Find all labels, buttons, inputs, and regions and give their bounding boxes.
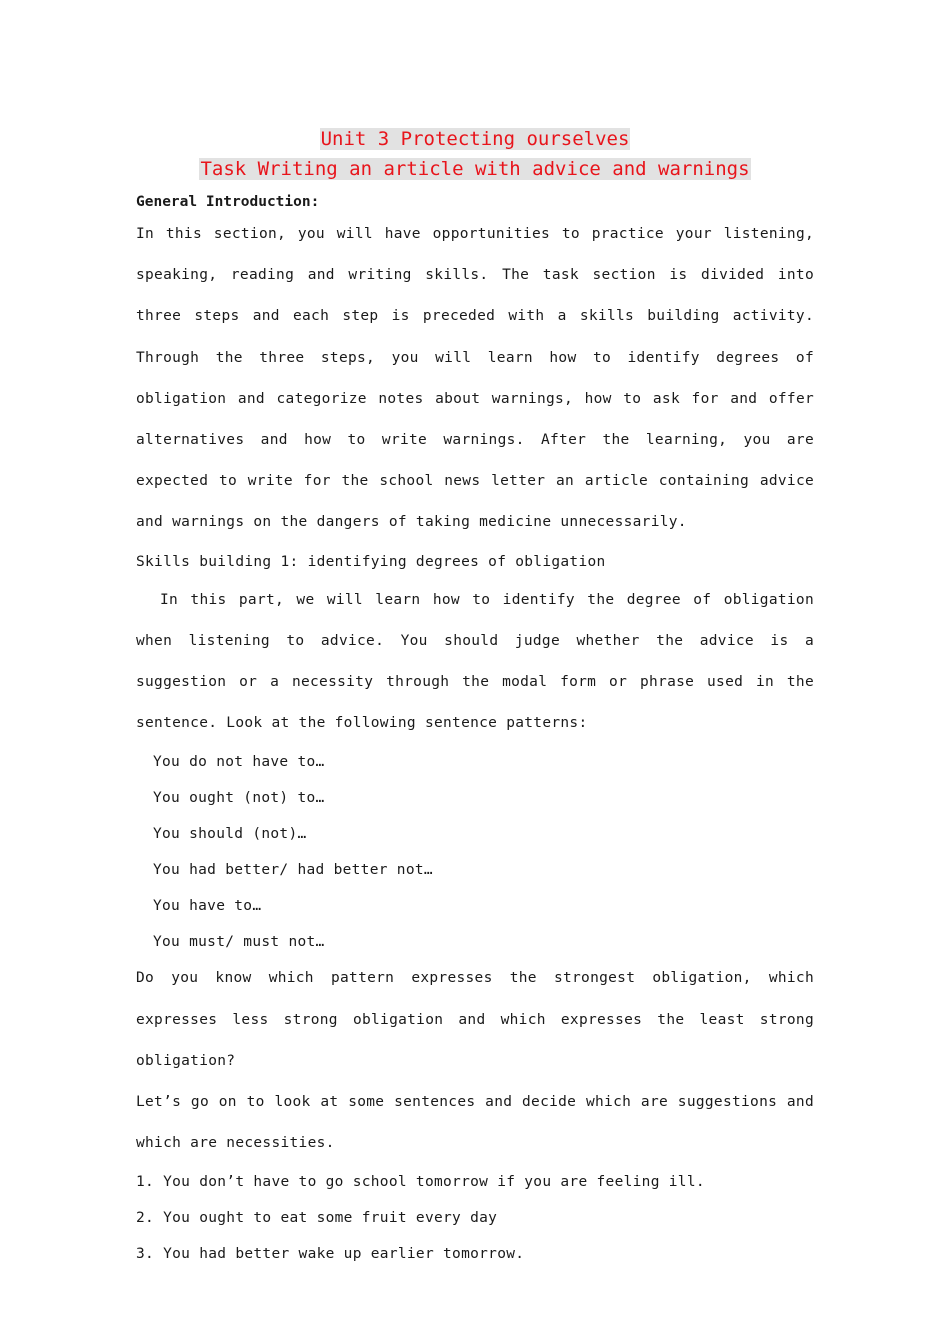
list-item: 3. You had better wake up earlier tomorrow. [136, 1246, 525, 1263]
obligation-question: Do you know which pattern expresses the strongest obligation, which expresses less strong obligation and which expresses the least strong obligation? [136, 970, 814, 1069]
list-item: You must/ must not… [153, 934, 325, 951]
instruction-text: Let’s go on to look at some sentences and decide which are suggestions and which are necessities. [136, 1094, 814, 1152]
list-item: 2. You ought to eat some fruit every day [136, 1210, 498, 1227]
list-item: You do not have to… [153, 754, 325, 771]
sentence-patterns-list [136, 744, 814, 960]
skills-building-heading: Skills building 1: identifying degrees of obligation [136, 553, 606, 570]
title-line-2: Task Writing an article with advice and warnings [200, 158, 750, 180]
title-line-1: Unit 3 Protecting ourselves [320, 128, 630, 150]
general-introduction-paragraph: In this section, you will have opportunities to practice your listening, speaking, reading and writing skills. The task section is divided into three steps and each step is preceded with a skills building activity. Through the three steps, you will learn how to identify degrees of obligation and categorize notes about warnings, how to ask for and offer alternatives and how to write warnings. After the learning, you are expected to write for the school news letter an article containing advice and warnings on the dangers of taking medicine unnecessarily. [136, 226, 814, 531]
document-page [136, 124, 814, 1272]
document-title [136, 124, 814, 184]
skills-building-paragraph: In this part, we will learn how to identify the degree of obligation when listening to advice. You should judge whether the advice is a suggestion or a necessity through the modal form or phrase used in the sentence. Look at the following sentence patterns: [136, 591, 814, 732]
example-sentences-list [136, 1164, 814, 1272]
list-item: You should (not)… [153, 826, 307, 843]
list-item: You have to… [153, 898, 262, 915]
list-item: You had better/ had better not… [153, 862, 433, 879]
list-item: You ought (not) to… [153, 790, 325, 807]
general-introduction-heading: General Introduction: [136, 194, 320, 210]
list-item: 1. You don’t have to go school tomorrow if you are feeling ill. [136, 1174, 705, 1191]
